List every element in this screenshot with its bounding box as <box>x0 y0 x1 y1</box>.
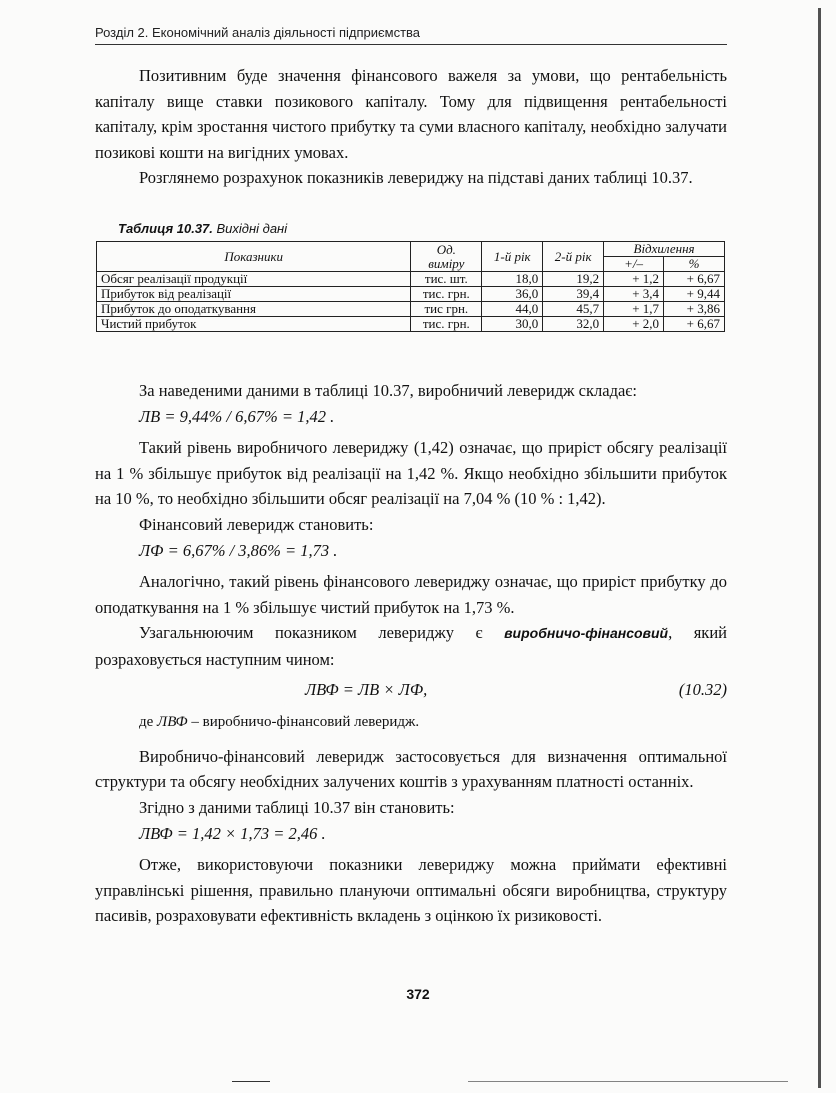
equation-definition <box>95 710 727 736</box>
row-year-1: 18,0 <box>482 272 543 287</box>
combined-intro-after: , який розраховується наступним чином: <box>95 623 727 669</box>
equation-number: (10.32) <box>678 679 727 699</box>
data-table <box>96 241 725 332</box>
equation: ЛВФ = ЛВ × ЛФ, <box>305 679 428 699</box>
definition-prefix: де <box>139 714 158 731</box>
row-pct: + 6,67 <box>664 272 725 287</box>
row-unit: тис. шт. <box>411 272 482 287</box>
paragraph-combined-calc: Згідно з даними таблиці 10.37 він становить: <box>139 797 455 817</box>
row-year-2: 19,2 <box>543 272 604 287</box>
table-row <box>97 287 725 302</box>
intro-paragraph-1: Позитивним буде значення фінансового важеля за умови, що рентабельність капіталу вище ставки позикового капіталу. Тому для підвищення рентабельності капіталу, крім зростання чистого прибутку та суми власного капіталу, необхідно залучати позикові кошти на вигідних умовах. <box>95 66 727 162</box>
table-row <box>97 317 725 332</box>
formula-combined-leverage: ЛВФ = 1,42 × 1,73 = 2,46 . <box>139 823 326 843</box>
scan-bottom-mark-right <box>468 1081 788 1082</box>
table-header-row <box>97 242 725 257</box>
header-rule <box>95 44 727 45</box>
row-year-1: 30,0 <box>482 317 543 332</box>
formula-operating-leverage: ЛВ = 9,44% / 6,67% = 1,42 . <box>139 406 335 426</box>
header-unit-line-2: виміру <box>428 255 465 271</box>
header-abs: +/– <box>604 257 664 272</box>
page-number: 372 <box>406 986 430 1002</box>
header-deviation: Відхилення <box>604 242 725 257</box>
row-unit: тис. грн. <box>411 287 482 302</box>
header-pct: % <box>664 257 725 272</box>
table-caption <box>118 221 287 236</box>
row-year-2: 32,0 <box>543 317 604 332</box>
row-abs: + 2,0 <box>604 317 664 332</box>
row-year-2: 39,4 <box>543 287 604 302</box>
combined-intro-before: Узагальнюючим показником левериджу є <box>139 623 505 643</box>
scan-bottom-mark-left <box>232 1081 270 1082</box>
table-caption-text: Вихідні дані <box>216 221 288 236</box>
row-abs: + 1,2 <box>604 272 664 287</box>
paragraph-operating-meaning: Такий рівень виробничого левериджу (1,42) означає, що приріст обсягу реалізації на 1 % збільшує прибуток від реалізації на 1,42 %. Якщо необхідно збільшити прибуток на 10 %, то необхідно збільшити обсяг реалізації на 7,04 % (10 % : 1,42). <box>95 438 727 509</box>
paragraph-conclusion: Отже, використовуючи показники левериджу можна приймати ефективні управлінські рішення, правильно плануючи оптимальні обсяги виробництва, структуру пасивів, розраховувати ефективність вкладень з оцінкою їх ризиковості. <box>95 855 727 926</box>
header-unit-line-1: Од. <box>436 241 456 257</box>
row-year-1: 36,0 <box>482 287 543 302</box>
header-indicator: Показники <box>97 242 411 272</box>
row-unit: тис. грн. <box>411 317 482 332</box>
paragraph-financial-leverage: Фінансовий леверидж становить: <box>139 514 374 534</box>
row-year-1: 44,0 <box>482 302 543 317</box>
paragraph-financial-meaning: Аналогічно, такий рівень фінансового левериджу означає, що приріст прибутку до оподаткування на 1 % збільшує чистий прибуток на 1,73 %. <box>95 572 727 617</box>
row-pct: + 9,44 <box>664 287 725 302</box>
scan-edge-line <box>818 8 821 1088</box>
table-row <box>97 302 725 317</box>
row-unit: тис грн. <box>411 302 482 317</box>
row-year-2: 45,7 <box>543 302 604 317</box>
row-pct: + 6,67 <box>664 317 725 332</box>
paragraph-combined-intro <box>95 620 727 672</box>
row-abs: + 1,7 <box>604 302 664 317</box>
running-header: Розділ 2. Економічний аналіз діяльності підприємства <box>95 25 421 40</box>
equation-row <box>95 677 727 703</box>
row-name: Обсяг реалізації продукції <box>97 272 411 287</box>
formula-financial-leverage: ЛФ = 6,67% / 3,86% = 1,73 . <box>139 540 338 560</box>
row-name: Прибуток від реалізації <box>97 287 411 302</box>
intro-paragraph-2: Розглянемо розрахунок показників левериджу на підставі даних таблиці 10.37. <box>139 168 693 188</box>
definition-text: – виробничо-фінансовий леверидж. <box>187 714 420 731</box>
header-year-1: 1-й рік <box>482 242 543 272</box>
combined-term: виробничо-фінансовий <box>504 625 669 642</box>
table-row <box>97 272 725 287</box>
intro-text <box>95 63 727 191</box>
table-caption-label: Таблиця 10.37. <box>118 221 213 236</box>
body-text <box>95 378 727 929</box>
paragraph-combined-usage: Виробничо-фінансовий леверидж застосовується для визначення оптимальної структури та обсягу необхідних залучених коштів з урахуванням платності останніх. <box>95 746 727 792</box>
row-name: Чистий прибуток <box>97 317 411 332</box>
paragraph-operating-leverage: За наведеними даними в таблиці 10.37, виробничий левеpидж складає: <box>139 381 637 400</box>
definition-symbol: ЛВФ <box>157 714 188 731</box>
header-year-2: 2-й рік <box>543 242 604 272</box>
header-unit <box>411 242 482 272</box>
row-pct: + 3,86 <box>664 302 725 317</box>
row-abs: + 3,4 <box>604 287 664 302</box>
row-name: Прибуток до оподаткування <box>97 302 411 317</box>
